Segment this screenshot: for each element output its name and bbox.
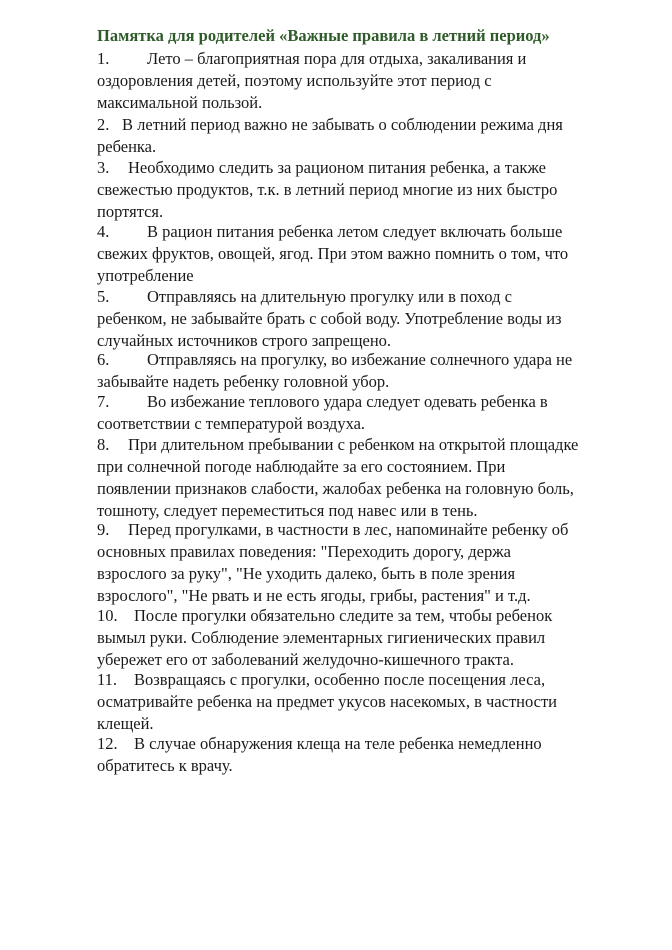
list-item-line: 11. Возвращаясь с прогулки, особенно после посещения леса, [97,670,546,689]
list-item-line: при солнечной погоде наблюдайте за его состоянием. При [97,457,506,476]
list-item-line: взрослого за руку", "Не уходить далеко, быть в поле зрения [97,564,516,583]
list-item [97,48,526,114]
list-item-line: клещей. [97,714,154,733]
list-item-line: 12. В случае обнаружения клеща на теле ребенка немедленно [97,734,542,753]
list-item-line: портятся. [97,202,164,221]
list-item-line: 8. При длительном пребывании с ребенком на открытой площадке [97,435,579,454]
list-item-line: 2. В летний период важно не забывать о соблюдении режима дня [97,115,563,134]
list-item [97,157,557,223]
list-item-line: 10. После прогулки обязательно следите за тем, чтобы ребенок [97,606,553,625]
list-item-line: случайных источников строго запрещено. [97,331,392,350]
list-item [97,221,568,287]
list-item [97,733,542,777]
list-item [97,391,548,435]
list-item-line: ребенка. [97,137,157,156]
list-item-line: вымыл руки. Соблюдение элементарных гигиенических правил [97,628,546,647]
list-item-line: 4. В рацион питания ребенка летом следует включать больше [97,222,563,241]
list-item-number: 10. [97,606,118,625]
list-item-number: 4. [97,222,110,241]
list-item-number: 8. [97,435,110,454]
list-item [97,114,563,158]
list-item-line: 5. Отправляясь на длительную прогулку или в поход с [97,287,512,306]
list-item-line: 9. Перед прогулками, в частности в лес, напоминайте ребенку об [97,520,569,539]
list-item [97,434,578,522]
list-item-number: 9. [97,520,110,539]
list-item-line: основных правилах поведения: "Переходить дорогу, держа [97,542,511,561]
list-item-line: максимальной пользой. [97,93,263,112]
list-item [97,349,572,393]
list-item [97,605,552,671]
list-item-line: 3. Необходимо следить за рационом питания ребенка, а также [97,158,546,177]
list-item-line: 7. Во избежание теплового удара следует одевать ребенка в [97,392,548,411]
list-item-number: 2. [97,115,110,134]
list-item-line: свежестью продуктов, т.к. в летний период многие из них быстро [97,180,558,199]
list-item [97,519,568,607]
list-item-number: 5. [97,287,110,306]
list-item-line: взрослого", "Не рвать и не есть ягоды, грибы, растения" и т.д. [97,586,531,605]
list-item-line: убережет его от заболеваний желудочно-кишечного тракта. [97,650,514,669]
list-item-line: свежих фруктов, овощей, ягод. При этом важно помнить о том, что [97,244,569,263]
list-item-line: 1. Лето – благоприятная пора для отдыха, закаливания и [97,49,527,68]
list-item-number: 12. [97,734,118,753]
list-item-line: оздоровления детей, поэтому используйте этот период с [97,71,492,90]
list-item-line: забывайте надеть ребенку головной убор. [97,372,390,391]
list-item-number: 1. [97,49,110,68]
list-item-number: 6. [97,350,110,369]
list-item-line: осматривайте ребенка на предмет укусов насекомых, в частности [97,692,558,711]
list-item-number: 3. [97,158,110,177]
list-item-line: появлении признаков слабости, жалобах ребенка на головную боль, [97,479,574,498]
document-title: Памятка для родителей «Важные правила в летний период» [97,26,550,45]
list-item-line: 6. Отправляясь на прогулку, во избежание солнечного удара не [97,350,573,369]
list-item-line: соответствии с температурой воздуха. [97,414,366,433]
list-item [97,286,562,352]
list-item [97,669,557,735]
list-item-line: тошноту, следует переместиться под навес или в тень. [97,501,478,520]
list-item-number: 7. [97,392,110,411]
list-item-number: 11. [97,670,118,689]
list-item-line: ребенком, не забывайте брать с собой воду. Употребление воды из [97,309,562,328]
list-item-line: употребление [97,266,194,285]
list-item-line: обратитесь к врачу. [97,756,233,775]
